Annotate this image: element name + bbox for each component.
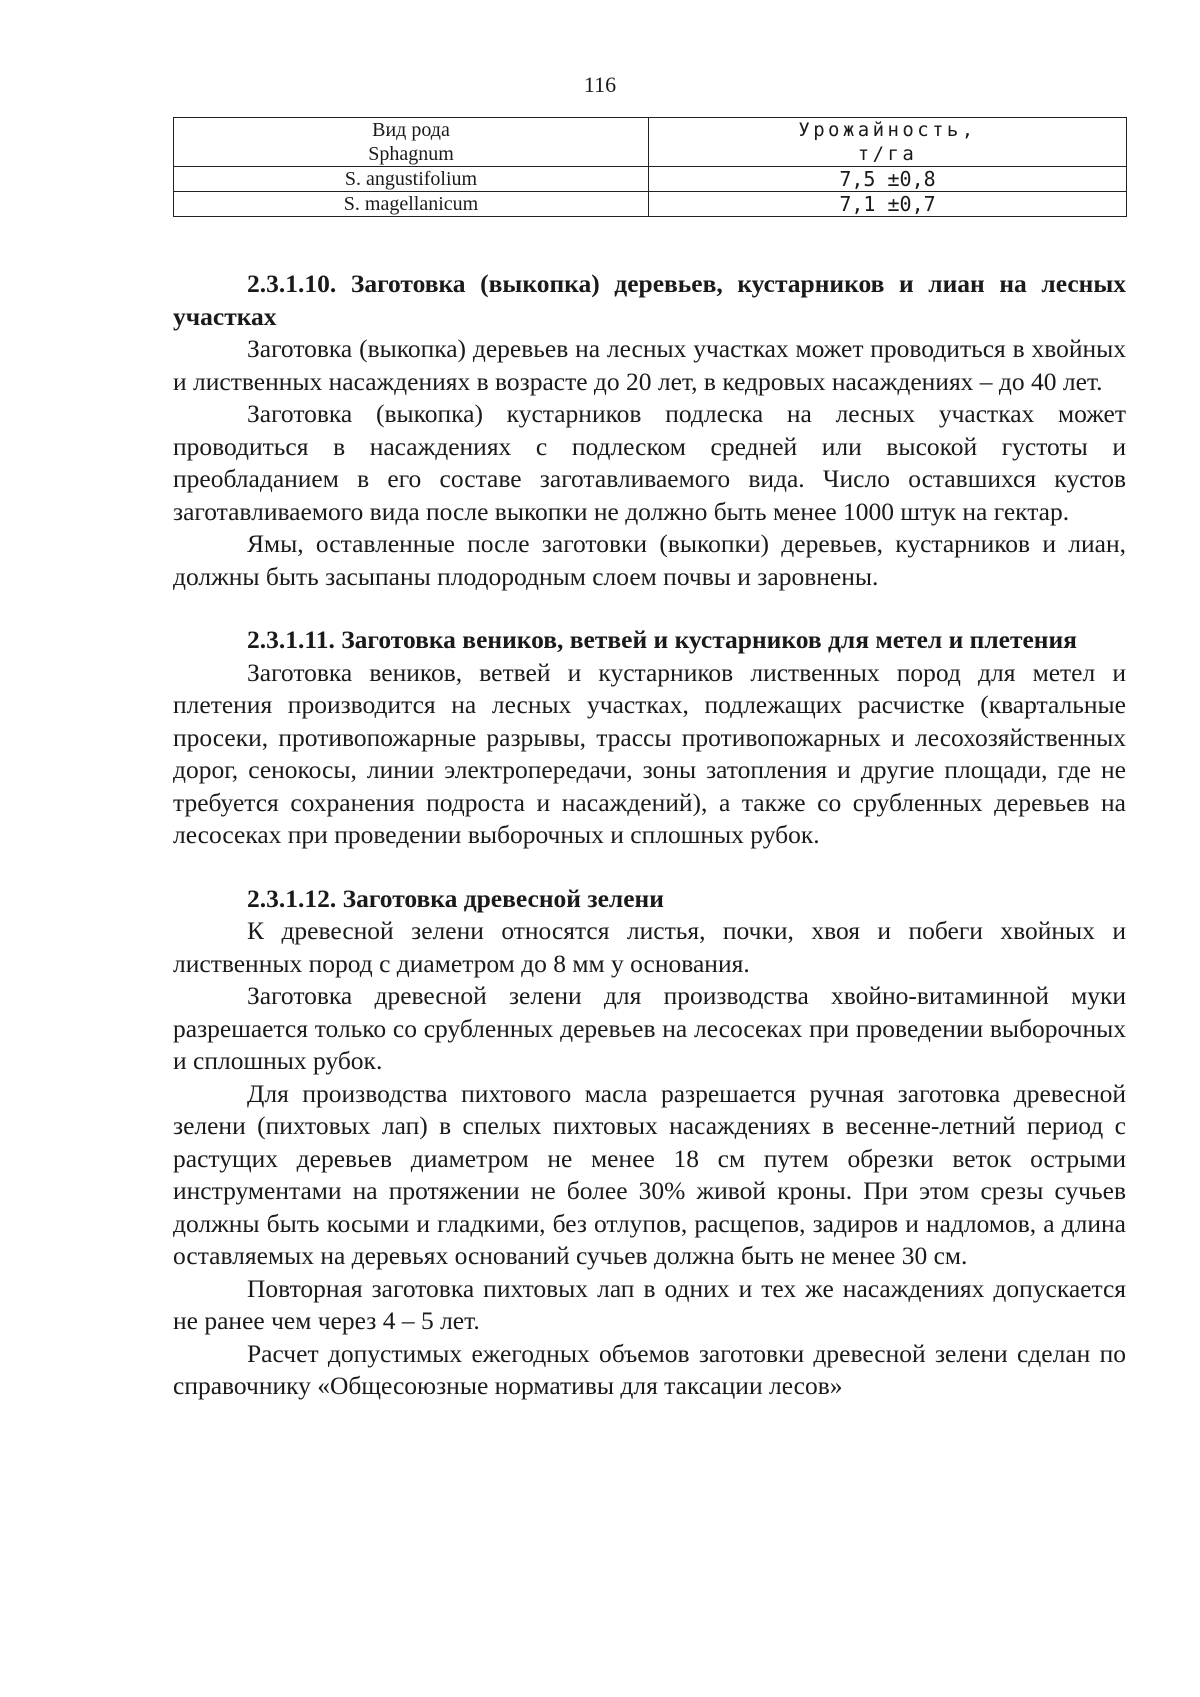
paragraph: Для производства пихтового масла разрешается ручная заготовка древесной зелени (пихтовых лап) в спелых пихтовых насаждениях в весенне-летний период с растущих деревьев диаметром не менее 18 см путем обрезки веток острыми инструментами на протяжении не более 30% живой кроны. При этом срезы сучьев должны быть косыми и гладкими, без отлупов, расщепов, задиров и надломов, а длина оставляемых на деревьях оснований сучьев должна быть не менее 30 см. — [173, 1078, 1126, 1270]
species-cell: S. angustifolium — [174, 167, 649, 192]
section-heading: 2.3.1.11. Заготовка веников, ветвей и кустарников для метел и плетения — [247, 625, 1077, 654]
header-yield-line1: Урожайность, — [798, 119, 977, 141]
header-species-line1: Вид рода — [372, 119, 450, 141]
paragraph: Ямы, оставленные после заготовки (выкопки) деревьев, кустарников и лиан, должны быть засыпаны плодородным слоем почвы и заровнены. — [173, 529, 1126, 591]
paragraph: Расчет допустимых ежегодных объемов заготовки древесной зелени сделан по справочнику «Общесоюзные нормативы для таксации лесов» — [173, 1338, 1126, 1400]
section-2-3-1-10 — [173, 268, 1126, 593]
header-species-cell — [174, 118, 649, 167]
paragraph: Повторная заготовка пихтовых лап в одних и тех же насаждениях допускается не ранее чем через 4 – 5 лет. — [173, 1273, 1126, 1335]
yield-cell: 7,1 ±0,7 — [649, 192, 1127, 217]
header-species-line2: Sphagnum — [368, 143, 454, 165]
table-header-row — [174, 118, 1127, 167]
section-heading: 2.3.1.10. Заготовка (выкопка) деревьев, кустарников и лиан на лесных участках — [173, 269, 1126, 331]
paragraph: Заготовка древесной зелени для производства хвойно-витаминной муки разрешается только со срубленных деревьев на лесосеках при проведении выборочных и сплошных рубок. — [173, 981, 1126, 1075]
species-cell: S. magellanicum — [174, 192, 649, 217]
page-number: 116 — [583, 72, 617, 97]
section-2-3-1-12 — [173, 883, 1126, 1403]
section-gap — [173, 593, 1126, 624]
section-gap — [173, 852, 1126, 883]
section-2-3-1-11 — [173, 624, 1126, 852]
paragraph: К древесной зелени относятся листья, почки, хвоя и побеги хвойных и лиственных пород с диаметром до 8 мм у основания. — [173, 916, 1126, 978]
header-yield-line2: т/га — [857, 143, 918, 165]
paragraph: Заготовка (выкопка) кустарников подлеска на лесных участках может проводиться в насаждениях с подлеском средней или высокой густоты и преобладанием в его составе заготавливаемого вида. Число оставшихся кустов заготавливаемого вида после выкопки не должно быть менее 1000 штук на гектар. — [173, 399, 1126, 526]
section-heading: 2.3.1.12. Заготовка древесной зелени — [247, 883, 664, 913]
document-body — [173, 268, 1126, 1403]
yield-cell: 7,5 ±0,8 — [649, 167, 1127, 192]
paragraph: Заготовка веников, ветвей и кустарников лиственных пород для метел и плетения производится на лесных участках, подлежащих расчистке (квартальные просеки, противопожарные разрывы, трассы противопожарных и лесохозяйственных дорог, сенокосы, линии электропередачи, зоны затопления и другие площади, где не требуется сохранения подроста и насаждений), а также со срубленных деревьев на лесосеках при проведении выборочных и сплошных рубок. — [173, 657, 1126, 849]
table-row — [174, 167, 1127, 192]
table-row — [174, 192, 1127, 217]
header-yield-cell — [649, 118, 1127, 167]
sphagnum-yield-table — [173, 117, 1127, 217]
paragraph: Заготовка (выкопка) деревьев на лесных участках может проводиться в хвойных и лиственных насаждениях в возрасте до 20 лет, в кедровых насаждениях – до 40 лет. — [173, 334, 1126, 396]
